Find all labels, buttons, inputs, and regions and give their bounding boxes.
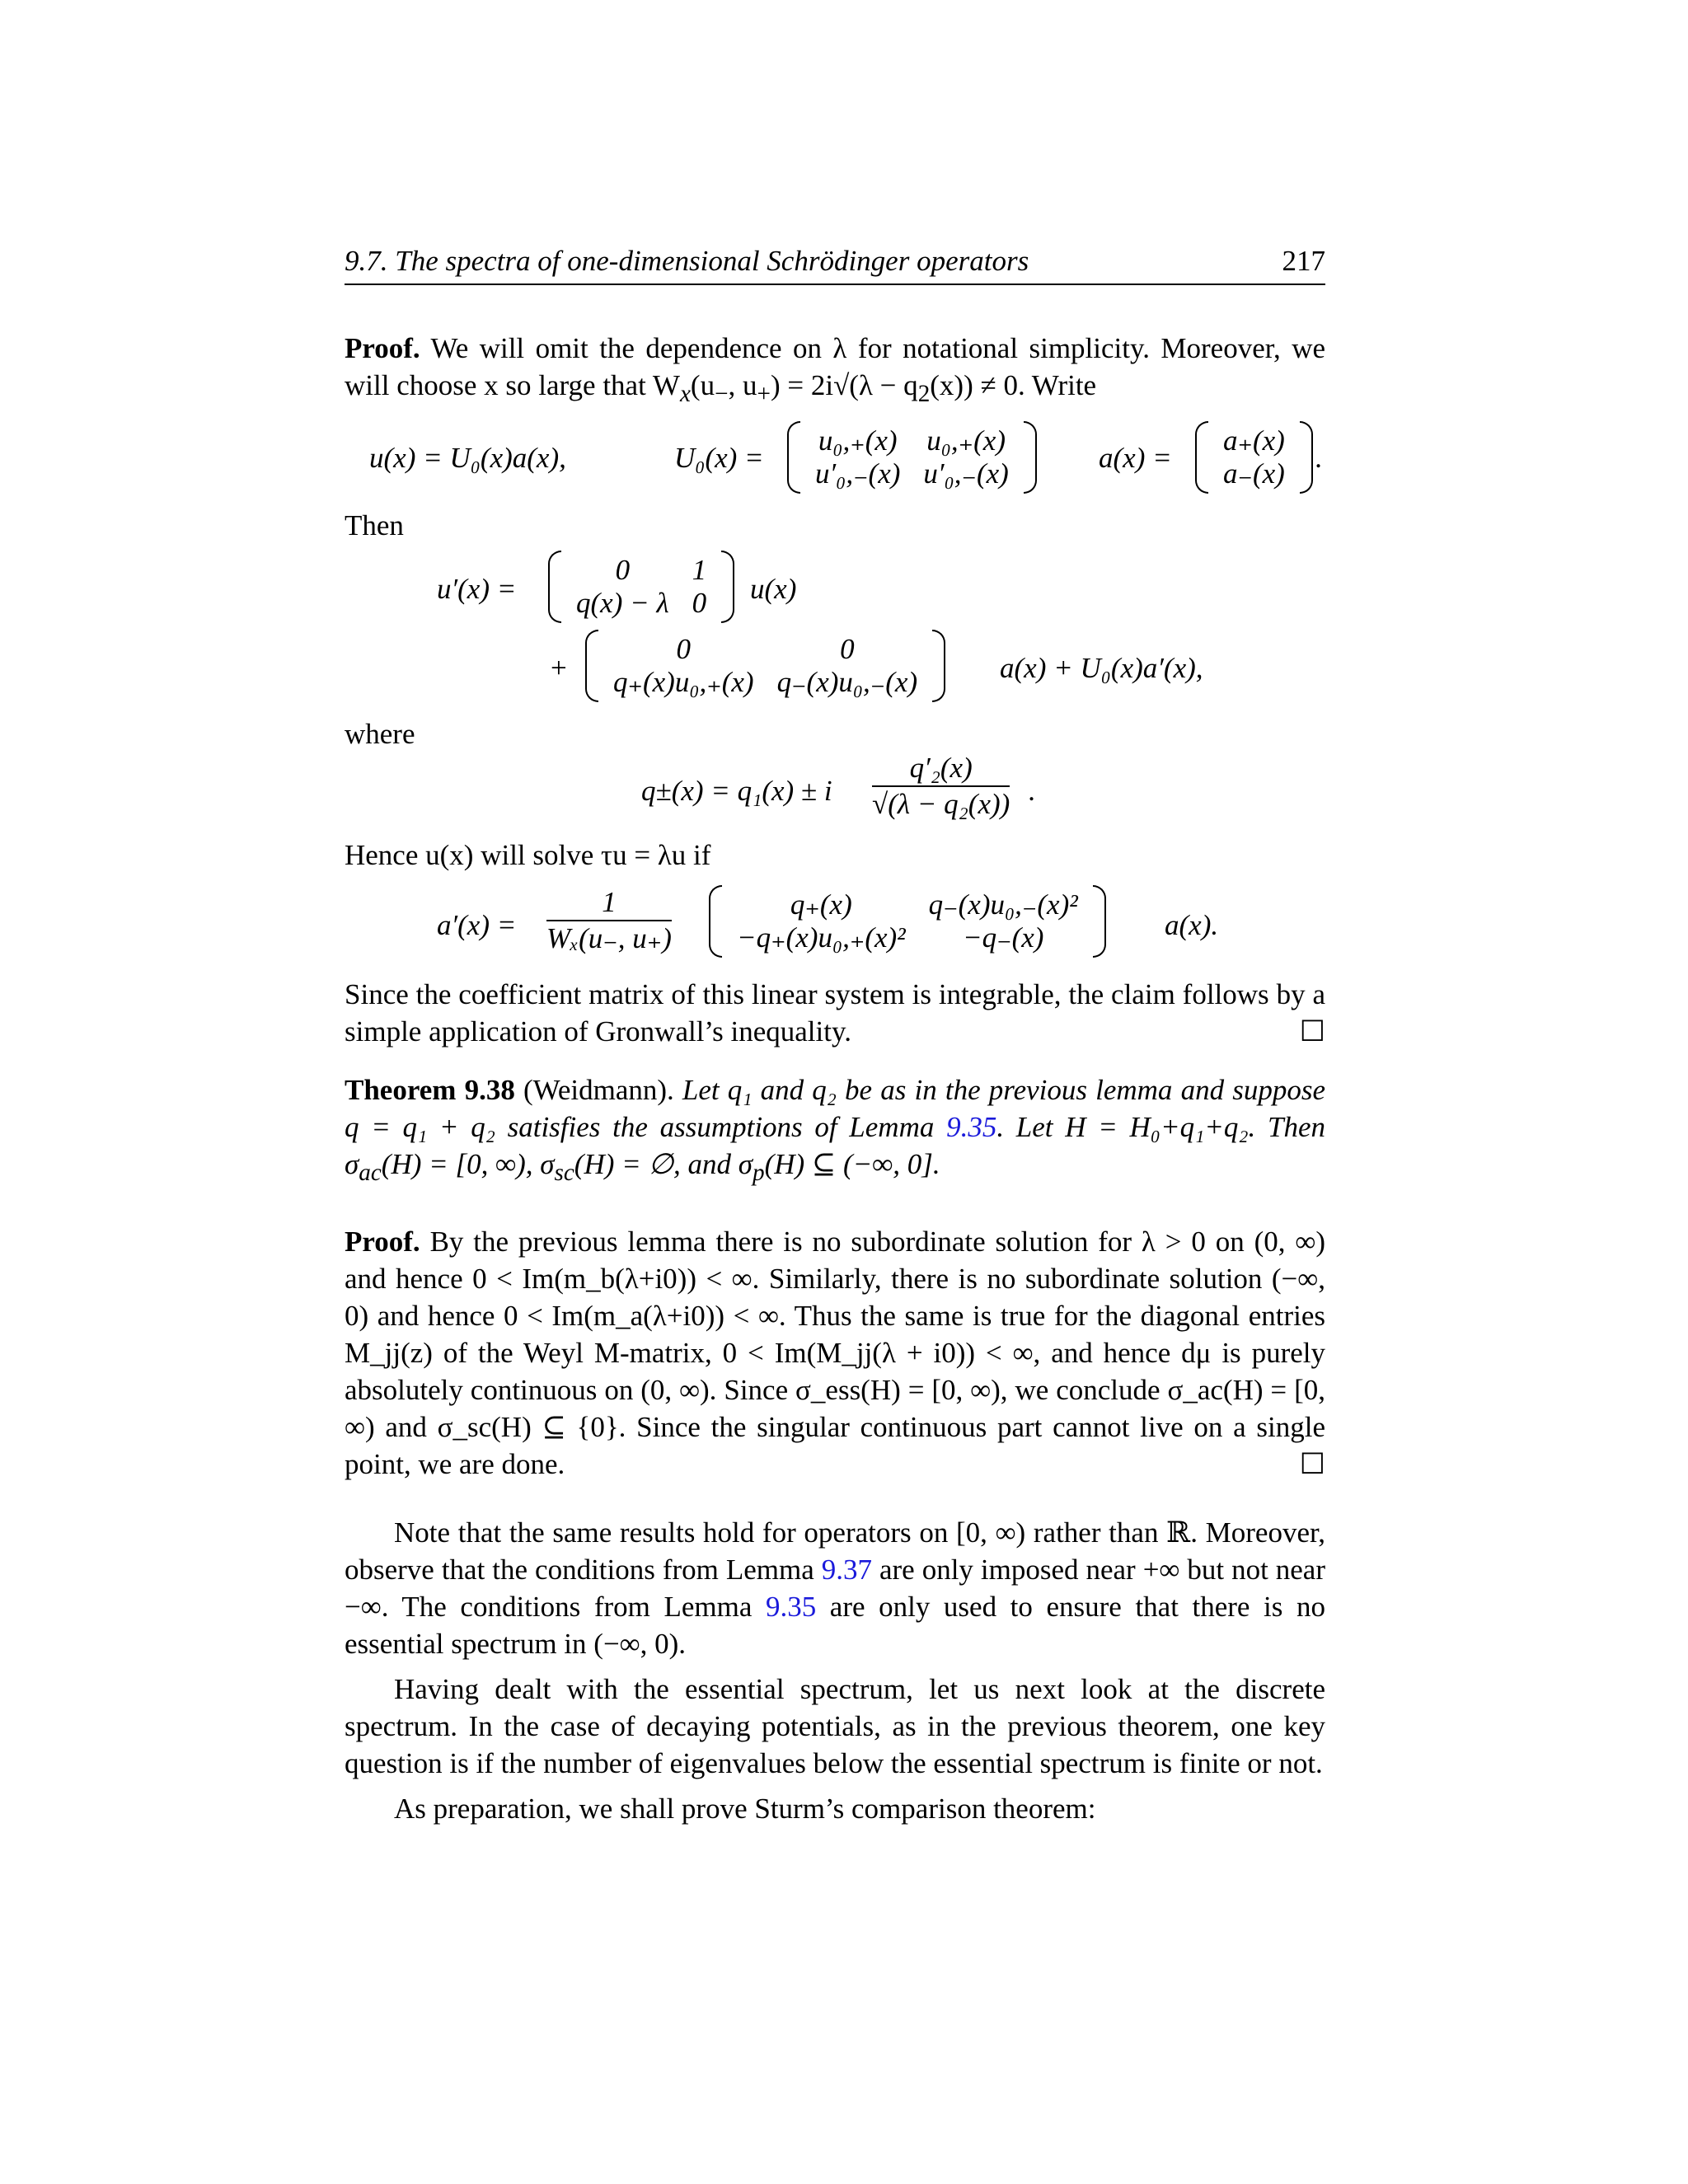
preparation-paragraph: As preparation, we shall prove Sturm’s comparison theorem:: [394, 1793, 1096, 1825]
eq4-m12: q₋(x)u₀,₋(x)²: [928, 888, 1078, 921]
eq1-m21: u′₀,₋(x): [815, 457, 901, 490]
eq2-n22: q₋(x)u₀,₋(x): [776, 666, 918, 698]
discrete-spectrum-paragraph: Having dealt with the essential spectrum, let us next look at the discrete spectrum. In the case of decaying potentials, as in the previous theorem, one key question is if the number of eigenvalues below the essential spectrum is finite or not.: [345, 1673, 1325, 1779]
proof-label: Proof.: [345, 332, 420, 364]
sub-sc: sc: [554, 1160, 574, 1186]
proof-1-end: [345, 976, 1325, 1050]
eq1-m22: u′₀,₋(x): [923, 457, 1009, 490]
where-text: where: [345, 718, 415, 750]
lemma-9-35-link[interactable]: 9.35: [946, 1111, 997, 1143]
qed-symbol-1: ☐: [1299, 1015, 1325, 1047]
equation-4: [345, 883, 1325, 966]
note-paragraph: [345, 1514, 1325, 1662]
eq1-m11: u₀,₊(x): [818, 424, 898, 457]
proof-2-text: By the previous lemma there is no subordinate solution for λ > 0 on (0, ∞) and hence 0 < Im(m_b(λ+i0)) < ∞. Similarly, there is no subordinate solution (−∞, 0) and hence 0 < Im(m_a(λ+i0)) < ∞. Thus the same is true for the diagonal entries M_jj(z) of the Weyl M-matrix, 0 < Im(M_jj(λ + i0)) < ∞, and hence dμ is purely absolutely continuous on (0, ∞). Since σ_ess(H) = [0, ∞), we conclude σ_ac(H) = [0, ∞) and σ_sc(H) ⊆ {0}. Since the singular continuous part cannot live on a single point, we are done.: [345, 1226, 1326, 1480]
eq4-tail: a(x).: [1165, 909, 1219, 941]
eq3-fraction: [872, 751, 1010, 822]
eq2-tail-2: a(x) + U₀(x)a′(x),: [1000, 652, 1203, 684]
eq1-vector: [1193, 424, 1315, 490]
eq1-a: a(x) =: [1099, 442, 1172, 474]
equation-2: [345, 552, 1325, 709]
sub-p: p: [753, 1160, 765, 1186]
proof-1-end-text: Since the coefficient matrix of this linear system is integrable, the claim follows by a simple application of Gronwall’s inequality.: [345, 978, 1325, 1047]
theorem-text-d: (H) = ∅, and σ: [574, 1148, 753, 1180]
eq2-m11: 0: [615, 554, 631, 586]
theorem-label: Theorem 9.38: [345, 1074, 515, 1106]
eq1-matrix: [785, 424, 1039, 490]
then-text: Then: [345, 509, 404, 541]
eq3-period: .: [1029, 775, 1036, 807]
proof-paragraph-1: Proof. We will omit the dependence on λ for notational simplicity. Moreover, we will choose x so large that $W_x(u_-$, $u_+) = 2i√(\lambda - q_2(x)) \ne 0$. Write: [345, 332, 1326, 407]
theorem-text-b: . Let H = H₀+q₁+q₂. Then σ: [345, 1111, 1325, 1180]
theorem-text-c: (H) = [0, ∞), σ: [381, 1148, 555, 1180]
eq1-m12: u₀,₊(x): [926, 424, 1006, 457]
eq4-m11: q₊(x): [790, 888, 852, 921]
proof-text-2: (u: [690, 369, 715, 401]
eq1-lhs: u(x) = U₀(x)a(x),: [369, 442, 566, 474]
running-header: [345, 239, 1325, 285]
eq3-den: √(λ − q₂(x)): [872, 788, 1010, 820]
sub-ac: ac: [359, 1160, 382, 1186]
page-number: 217: [1282, 245, 1325, 277]
eq2-matrix-1: [546, 554, 736, 620]
eq2-m21: q(x) − λ: [576, 587, 669, 619]
proof-text-4: (x)) ≠ 0. Write: [930, 369, 1097, 401]
theorem-text-a: Let q₁ and q₂ be as in the previous lemma and suppose q = q₁ + q₂ satisfies the assumptions of Lemma: [345, 1074, 1325, 1143]
eq2-matrix-2: [584, 633, 947, 699]
eq4-m21: −q₊(x)u₀,₊(x)²: [737, 921, 906, 954]
eq2-n11: 0: [676, 633, 692, 665]
eq2-plus: +: [551, 652, 567, 684]
eq2-tail-1: u(x): [750, 573, 797, 605]
hence-text: Hence u(x) will solve τu = λu if: [345, 839, 711, 871]
eq4-matrix: [707, 888, 1108, 954]
eq4-lhs: a′(x) =: [437, 909, 517, 941]
eq2-m12: 1: [692, 554, 707, 586]
eq3-lhs: q±(x) = q₁(x) ± i: [641, 775, 832, 807]
eq1-U0: U₀(x) =: [674, 442, 764, 474]
proof-2-label: Proof.: [345, 1226, 420, 1258]
note-text-c: are only used to ensure that there is no essential spectrum in (−∞, 0).: [345, 1591, 1325, 1660]
qed-symbol-2: ☐: [1299, 1448, 1325, 1480]
eq1-period: .: [1315, 442, 1323, 474]
eq1-v1: a₊(x): [1223, 424, 1285, 457]
running-title: 9.7. The spectra of one-dimensional Schrödinger operators: [345, 245, 1029, 277]
eq2-n12: 0: [840, 633, 855, 665]
proof-paragraph-2: [345, 1223, 1325, 1483]
eq1-v2: a₋(x): [1223, 457, 1285, 490]
eq4-den: Wₓ(u₋, u₊): [546, 922, 672, 954]
eq2-n21: q₊(x)u₀,₊(x): [613, 666, 754, 698]
theorem-9-38: [345, 1071, 1325, 1192]
proof-text-3: ) = 2i√(λ − q: [770, 369, 918, 401]
equation-1: [369, 424, 1325, 490]
eq4-m22: −q₋(x): [962, 921, 1044, 954]
eq4-num: 1: [546, 885, 672, 921]
eq3-num: q′₂(x): [872, 751, 1010, 787]
note-text-a: Note that the same results hold for operators on [0, ∞) rather than ℝ. Moreover, observe that the conditions from Lemma: [345, 1516, 1325, 1586]
theorem-text-e: (H) ⊆ (−∞, 0].: [764, 1148, 940, 1180]
lemma-9-35-link-2[interactable]: 9.35: [765, 1591, 817, 1623]
proof-text: We will omit the dependence on λ for notational simplicity. Moreover, we will choose x so large that W: [345, 332, 1326, 401]
eq4-fraction: [546, 885, 672, 956]
lemma-9-37-link[interactable]: 9.37: [821, 1554, 872, 1586]
page: [345, 239, 1325, 1827]
equation-3: [345, 754, 1325, 828]
theorem-attribution: (Weidmann).: [523, 1074, 674, 1106]
eq2-lhs: u′(x) =: [437, 573, 517, 605]
eq2-m22: 0: [692, 587, 707, 619]
note-text-b: are only imposed near +∞ but not near −∞. The conditions from Lemma: [345, 1554, 1325, 1623]
